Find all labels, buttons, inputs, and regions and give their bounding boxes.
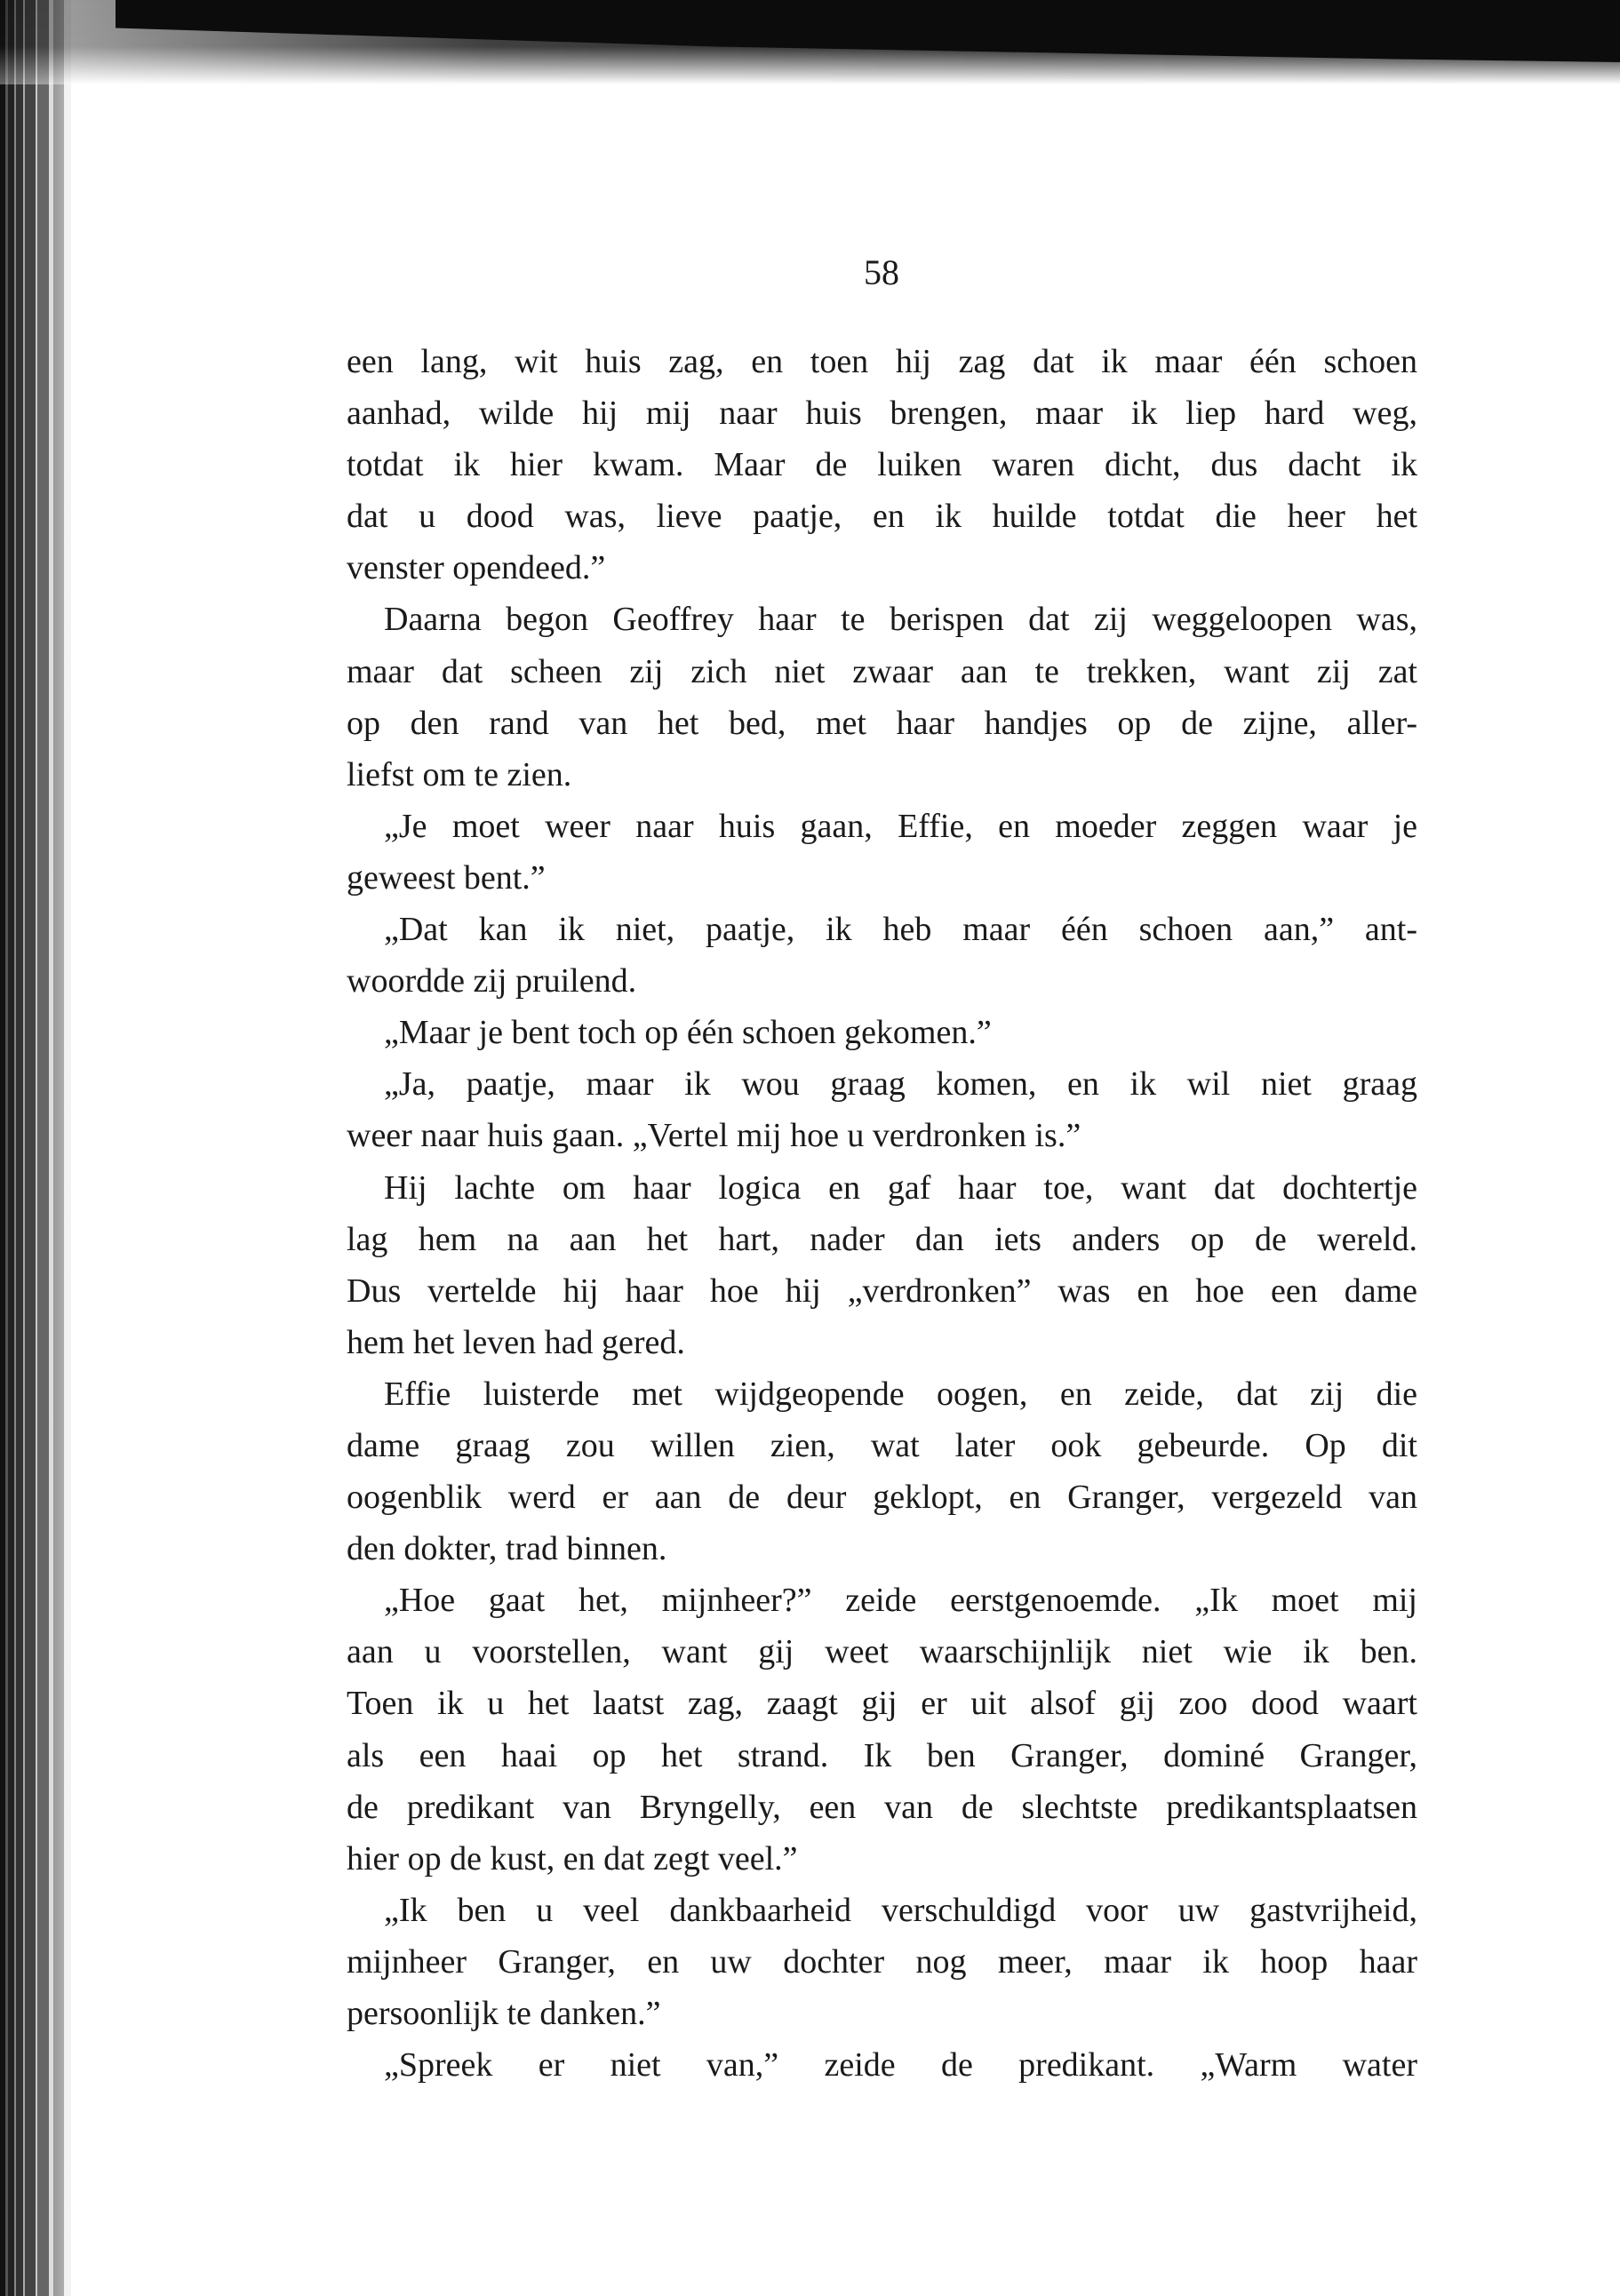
text-line: „Ja, paatje, maar ik wou graag komen, en ik wil niet graag xyxy=(384,1065,1417,1104)
body-text xyxy=(347,336,1417,2091)
text-line: „Dat kan ik niet, paatje, ik heb maar één schoen aan,” ant- xyxy=(384,911,1417,949)
text-line: weer naar huis gaan. „Vertel mij hoe u verdronken is.” xyxy=(347,1117,1081,1155)
text-line: Daarna begon Geoffrey haar te berispen dat zij weggeloopen was, xyxy=(384,601,1417,639)
text-line: totdat ik hier kwam. Maar de luiken waren dicht, dus dacht ik xyxy=(347,446,1417,484)
text-line: liefst om te zien. xyxy=(347,755,572,793)
text-line: als een haai op het strand. Ik ben Granger, dominé Granger, xyxy=(347,1736,1417,1774)
text-line: mijnheer Granger, en uw dochter nog meer, maar ik hoop haar xyxy=(347,1942,1417,1981)
binding-shadow xyxy=(53,0,107,2296)
text-line: persoonlijk te danken.” xyxy=(347,1995,661,2032)
text-line: Hij lachte om haar logica en gaf haar toe, want dat dochtertje xyxy=(384,1168,1417,1207)
text-line: Dus vertelde hij haar hoe hij „verdronken” was en hoe een dame xyxy=(347,1272,1417,1310)
text-line: „Ik ben u veel dankbaarheid verschuldigd voor uw gastvrijheid, xyxy=(384,1891,1417,1929)
page-number: 58 xyxy=(864,252,899,292)
text-line: hier op de kust, en dat zegt veel.” xyxy=(347,1839,798,1877)
text-line: maar dat scheen zij zich niet zwaar aan te trekken, want zij zat xyxy=(347,652,1417,690)
text-line: een lang, wit huis zag, en toen hij zag dat ik maar één schoen xyxy=(347,343,1417,380)
text-line: geweest bent.” xyxy=(347,858,546,897)
text-line: op den rand van het bed, met haar handjes op de zijne, aller- xyxy=(347,704,1417,742)
text-line: „Maar je bent toch op één schoen gekomen.” xyxy=(384,1014,992,1052)
text-line: venster opendeed.” xyxy=(347,549,606,587)
text-line: „Spreek er niet van,” zeide de predikant. „Warm water xyxy=(384,2046,1417,2085)
text-line: Toen ik u het laatst zag, zaagt gij er uit alsof gij zoo dood waart xyxy=(347,1685,1417,1723)
text-line: „Hoe gaat het, mijnheer?” zeide eerstgenoemde. „Ik moet mij xyxy=(384,1582,1417,1620)
text-line: aanhad, wilde hij mij naar huis brengen, maar ik liep hard weg, xyxy=(347,395,1417,433)
text-line: „Je moet weer naar huis gaan, Effie, en moeder zeggen waar je xyxy=(384,807,1417,845)
text-line: woordde zij pruilend. xyxy=(347,962,637,1001)
text-line: de predikant van Bryngelly, een van de slechtste predikantsplaatsen xyxy=(347,1788,1417,1826)
text-line: lag hem na aan het hart, nader dan iets anders op de wereld. xyxy=(347,1220,1417,1258)
text-line: oogenblik werd er aan de deur geklopt, en Granger, vergezeld van xyxy=(347,1479,1417,1517)
text-line: aan u voorstellen, want gij weet waarschijnlijk niet wie ik ben. xyxy=(347,1633,1417,1671)
text-line: Effie luisterde met wijdgeopende oogen, en zeide, dat zij die xyxy=(384,1375,1417,1413)
text-line: dat u dood was, lieve paatje, en ik huilde totdat die heer het xyxy=(347,498,1417,536)
text-line: den dokter, trad binnen. xyxy=(347,1530,667,1568)
text-line: dame graag zou willen zien, wat later ook gebeurde. Op dit xyxy=(347,1426,1417,1464)
text-line: hem het leven had gered. xyxy=(347,1323,685,1361)
